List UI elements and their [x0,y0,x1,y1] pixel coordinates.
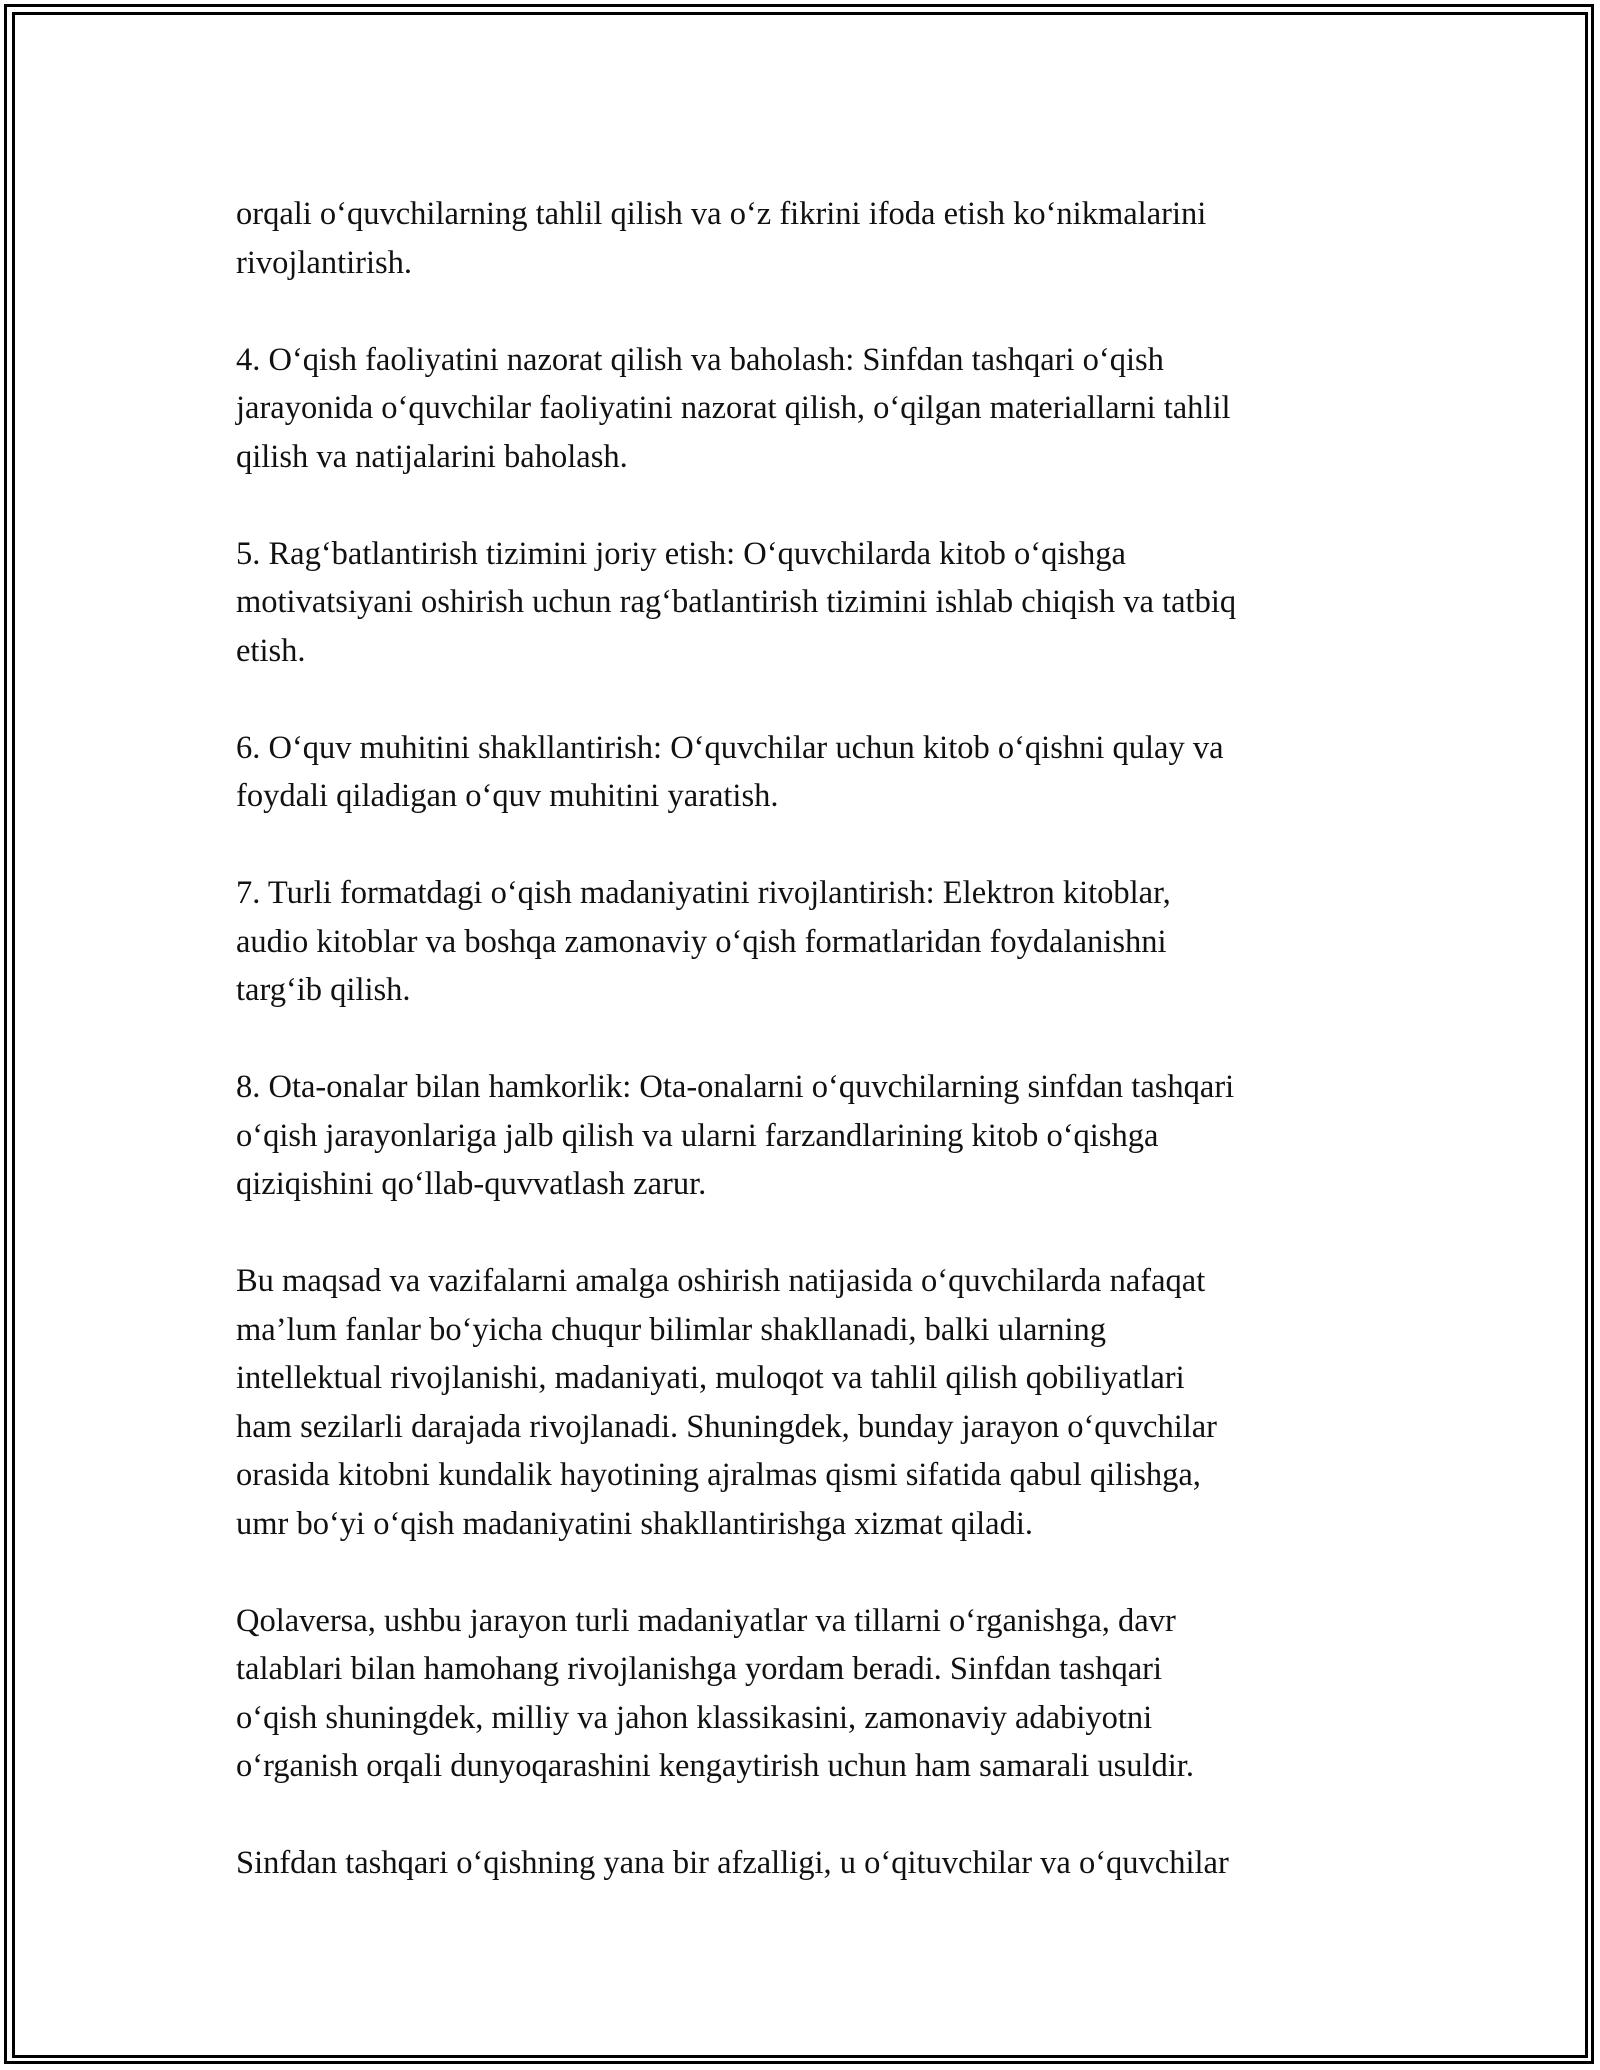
text-line: orasida kitobni kundalik hayotining ajralmas qismi sifatida qabul qilishga, [236,1457,1201,1493]
text-line: Qolaversa, ushbu jarayon turli madaniyatlar va tillarni o‘rganishga, davr [236,1602,1176,1639]
text-line: audio kitoblar va boshqa zamonaviy o‘qish formatlaridan foydalanishni [236,923,1167,960]
text-line: qilish va natijalarini baholash. [236,438,628,475]
paragraph [236,1063,1376,1209]
paragraph [236,336,1376,482]
text-line: orqali o‘quvchilarning tahlil qilish va o‘z fikrini ifoda etish ko‘nikmalarini [236,196,1207,232]
text-line: 6. O‘quv muhitini shakllantirish: O‘quvchilar uchun kitob o‘qishni qulay va [236,729,1224,766]
text-line: umr bo‘yi o‘qish madaniyatini shakllantirishga xizmat qiladi. [236,1505,1033,1542]
text-line: jarayonida o‘quvchilar faoliyatini nazorat qilish, o‘qilgan materiallarni tahlil [236,390,1231,426]
text-line: ham sezilarli darajada rivojlanadi. Shuningdek, bunday jarayon o‘quvchilar [236,1408,1217,1445]
text-line: talablari bilan hamohang rivojlanishga yordam beradi. Sinfdan tashqari [236,1651,1162,1687]
text-line: 7. Turli formatdagi o‘qish madaniyatini rivojlantirish: Elektron kitoblar, [236,875,1171,911]
text-line: o‘qish jarayonlariga jalb qilish va ularni farzandlarining kitob o‘qishga [236,1117,1159,1154]
text-line: 5. Rag‘batlantirish tizimini joriy etish: O‘quvchilarda kitob o‘qishga [236,535,1126,572]
text-line: Sinfdan tashqari o‘qishning yana bir afzalligi, u o‘qituvchilar va o‘quvchilar [236,1845,1229,1881]
text-line: etish. [236,632,306,669]
text-line: qiziqishini qo‘llab-quvvatlash zarur. [236,1166,707,1202]
text-line: o‘qish shuningdek, milliy va jahon klassikasini, zamonaviy adabiyotni [236,1699,1153,1736]
text-line: targ‘ib qilish. [236,972,411,1008]
paragraph [236,530,1376,676]
text-line: rivojlantirish. [236,244,413,281]
text-line: motivatsiyani oshirish uchun rag‘batlantirish tizimini ishlab chiqish va tatbiq [236,584,1237,620]
paragraph [236,724,1376,821]
document-body [236,190,1376,1888]
paragraph [236,190,1376,287]
paragraph [236,1597,1376,1791]
text-line: 8. Ota-onalar bilan hamkorlik: Ota-onalarni o‘quvchilarning sinfdan tashqari [236,1069,1235,1105]
text-line: intellektual rivojlanishi, madaniyati, muloqot va tahlil qilish qobiliyatlari [236,1360,1185,1396]
text-line: foydali qiladigan o‘quv muhitini yaratish. [236,778,779,814]
paragraph [236,1257,1376,1548]
paragraph [236,869,1376,1015]
text-line: Bu maqsad va vazifalarni amalga oshirish natijasida o‘quvchilarda nafaqat [236,1263,1206,1299]
text-line: 4. O‘qish faoliyatini nazorat qilish va baholash: Sinfdan tashqari o‘qish [236,341,1164,378]
text-line: o‘rganish orqali dunyoqarashini kengaytirish uchun ham samarali usuldir. [236,1748,1194,1784]
text-line: ma’lum fanlar bo‘yicha chuqur bilimlar shakllanadi, balki ularning [236,1311,1107,1348]
paragraph [236,1839,1376,1888]
